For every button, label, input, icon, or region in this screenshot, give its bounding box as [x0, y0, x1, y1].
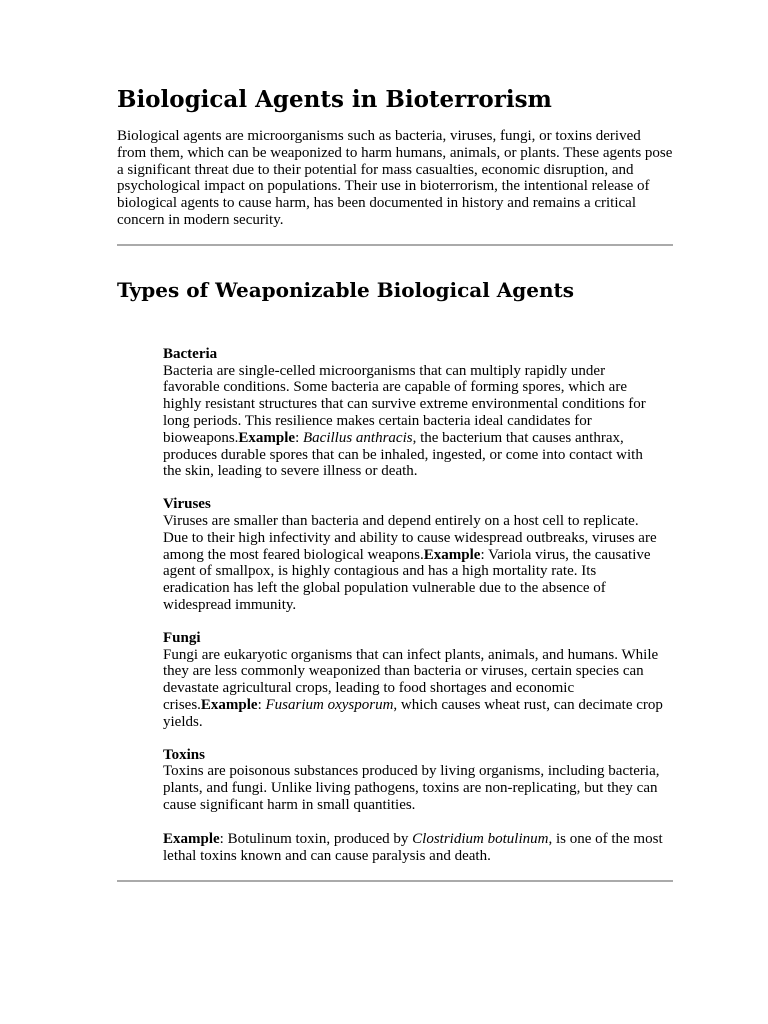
example-text-fungi: , which causes wheat rust, can decimate crop yields.	[163, 696, 663, 730]
example-species-fungi: Fusarium oxysporum	[265, 696, 394, 713]
example-block-toxins: Example: Botulinum toxin, produced by Clostridium botulinum, is one of the most lethal toxins known and can cause paralysis and death.	[163, 830, 663, 864]
example-text-toxins-pre: Botulinum toxin, produced by	[223, 830, 413, 847]
divider	[117, 244, 673, 246]
agent-name-viruses: Viruses	[163, 496, 211, 513]
agent-text-bacteria: Bacteria are single-celled microorganisms that can multiply rapidly under favorable conditions. Some bacteria are capable of forming spores, which are highly resistant structures that can survive extreme environmental conditions for long periods. This resilience makes certain bacteria ideal candidates for bioweapons.	[163, 362, 646, 446]
divider	[117, 880, 673, 882]
agent-toxins	[163, 747, 663, 865]
example-label: Example	[163, 830, 220, 847]
section-title: Types of Weaponizable Biological Agents	[117, 277, 575, 302]
example-species-toxins: Clostridium botulinum	[412, 830, 549, 847]
agent-list	[163, 346, 663, 865]
agent-fungi: Fungi Fungi are eukaryotic organisms that can infect plants, animals, and humans. While they are less commonly weaponized than bacteria or viruses, certain species can devastate agricultural crops, leading to food shortages and economic crises.Example: Fusarium oxysporum, which causes wheat rust, can decimate crop yields.	[163, 629, 663, 730]
example-label: Example	[423, 546, 481, 563]
example-text-bacteria: , the bacterium that causes anthrax, produces durable spores that can be inhaled, ingested, or come into contact with the skin, leading to severe illness or death.	[163, 429, 643, 480]
page-title: Biological Agents in Bioterrorism	[117, 86, 552, 113]
agent-text-viruses: Viruses are smaller than bacteria and depend entirely on a host cell to replicate. Due to their high infectivity and ability to cause widespread outbreaks, viruses are among the most feared biological weapons.	[163, 512, 657, 563]
example-text-viruses: Variola virus, the causative agent of smallpox, is highly contagious and has a high mortality rate. Its eradication has left the global population vulnerable due to the absence of widespread immunity.	[163, 546, 651, 613]
example-label: Example	[238, 429, 296, 446]
agent-name-toxins: Toxins	[163, 746, 205, 763]
agent-bacteria: Bacteria Bacteria are single-celled microorganisms that can multiply rapidly under favorable conditions. Some bacteria are capable of forming spores, which are highly resistant structures that can survive extreme environmental conditions for long periods. This resilience makes certain bacteria ideal candidates for bioweapons.Example: Bacillus anthracis, the bacterium that causes anthrax, produces durable spores that can be inhaled, ingested, or come into contact with the skin, leading to severe illness or death.	[163, 346, 663, 480]
agent-text-fungi: Fungi are eukaryotic organisms that can infect plants, animals, and humans. While they are less commonly weaponized than bacteria or viruses, certain species can devastate agricultural crops, leading to food shortages and economic crises.	[163, 646, 659, 713]
intro-paragraph: Biological agents are microorganisms such as bacteria, viruses, fungi, or toxins derived from them, which can be weaponized to harm humans, animals, or plants. These agents pose a significant threat due to their potential for mass casualties, economic disruption, and psychological impact on populations. Their use in bioterrorism, the intentional release of biological agents to cause harm, has been documented in history and remains a critical concern in modern security.	[117, 128, 673, 228]
agent-name-bacteria: Bacteria	[163, 345, 218, 362]
agent-name-fungi: Fungi	[163, 629, 201, 646]
example-text-toxins-post: , is one of the most lethal toxins known and can cause paralysis and death.	[163, 830, 663, 864]
example-species-bacteria: Bacillus anthracis	[303, 429, 413, 446]
document-page	[117, 84, 673, 882]
example-label: Example	[200, 696, 258, 713]
agent-text-toxins: Toxins are poisonous substances produced by living organisms, including bacteria, plants, and fungi. Unlike living pathogens, toxins are non-replicating, but they can cause significant harm in small quantities.	[163, 763, 660, 813]
agent-viruses: Viruses Viruses are smaller than bacteria and depend entirely on a host cell to replicate. Due to their high infectivity and ability to cause widespread outbreaks, viruses are among the most feared biological weapons.Example: Variola virus, the causative agent of smallpox, is highly contagious and has a high mortality rate. Its eradication has left the global population vulnerable due to the absence of widespread immunity.	[163, 496, 663, 614]
